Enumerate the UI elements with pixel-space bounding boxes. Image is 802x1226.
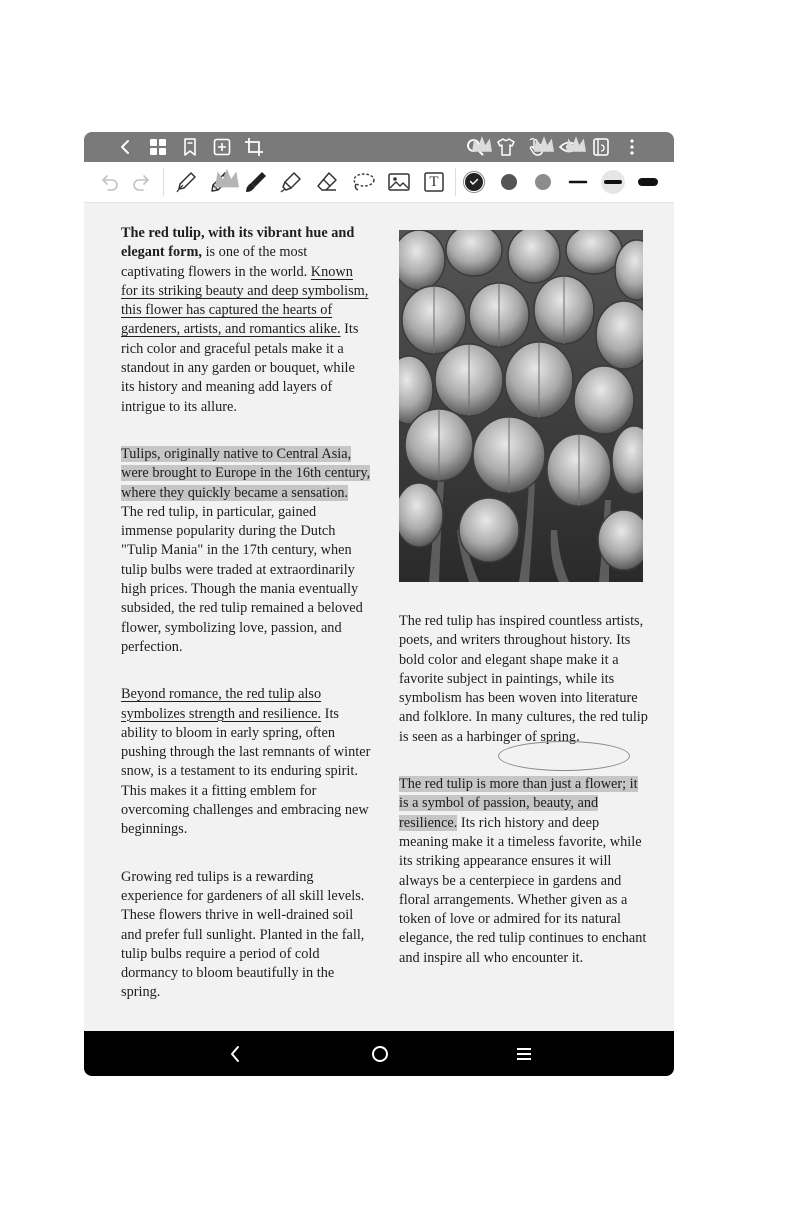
text-box-icon[interactable] <box>422 170 446 194</box>
search-icon[interactable] <box>465 137 485 157</box>
stroke-thin-button[interactable] <box>566 170 590 194</box>
back-icon[interactable] <box>224 1042 248 1066</box>
tablet-screen <box>84 132 674 1076</box>
menu-icon[interactable] <box>512 1042 536 1066</box>
intro-text: is one of the most captivating flowers in the world. <box>121 244 311 280</box>
redo-icon[interactable] <box>129 170 153 194</box>
toolbar-divider <box>455 168 456 196</box>
color-swatch-medium[interactable] <box>497 170 521 194</box>
left-column <box>121 224 371 1003</box>
history-text: The red tulip, in particular, gained immense popularity during the Dutch "Tulip Mania" in the 17th century, when tulip bulbs were traded at extraordinarily high prices. Though the mania eventually subsided, the red tulip remained a beloved flower, symbolizing love, passion, and perfection. <box>121 503 363 655</box>
highlight-annotation[interactable]: The red tulip is more than just a flower; it is a symbol of passion, beauty, and resilience. <box>399 776 638 831</box>
stroke-thick-button[interactable] <box>636 170 660 194</box>
eraser-icon[interactable] <box>315 170 339 194</box>
crown-icon <box>215 166 239 190</box>
underlined-annotation[interactable]: Known for its striking beauty and deep symbolism, this flower has captured the hearts of gardeners, artists, and romantics alike. <box>121 263 369 338</box>
grid-icon[interactable] <box>148 137 168 157</box>
conclusion-text: Its rich history and deep meaning make it a timeless favorite, while its striking appearance ensures it will always be a centerpiece in gardens and floral arrangements. Whether given as a token of love or admired for its natural elegance, the red tulip continues to enchant and inspire all who encounter it. <box>399 814 647 966</box>
eye-icon[interactable] <box>559 137 579 157</box>
system-nav-bar <box>84 1031 674 1076</box>
toolbar-divider <box>163 168 164 196</box>
bookmark-icon[interactable] <box>180 137 200 157</box>
paragraph-growing <box>121 868 371 1003</box>
top-bar <box>84 132 674 162</box>
tulip-photo[interactable] <box>399 230 643 582</box>
pencil-icon[interactable] <box>209 170 233 194</box>
image-icon[interactable] <box>387 170 411 194</box>
home-icon[interactable] <box>368 1042 392 1066</box>
resilience-text: Its ability to bloom in early spring, often pushing through the last remnants of winter snow, is a testament to its enduring spirit. This makes it a fitting emblem for overcoming challenges and embracing new beginnings. <box>121 705 371 838</box>
hand-touch-icon[interactable] <box>527 137 547 157</box>
paragraph-history <box>121 445 371 657</box>
crown-icon <box>534 134 554 154</box>
stroke-medium-button[interactable] <box>601 170 625 194</box>
fountain-pen-icon[interactable] <box>174 170 198 194</box>
circle-annotation-mark[interactable] <box>498 741 630 771</box>
circled-annotation[interactable]: harbinger of spring. <box>466 728 580 745</box>
highlight-annotation[interactable]: Tulips, originally native to Central Asia, were brought to Europe in the 16th century, where they quickly became a sensation. <box>121 445 371 501</box>
add-page-icon[interactable] <box>212 137 232 157</box>
crop-icon[interactable] <box>244 137 264 157</box>
more-icon[interactable] <box>622 137 642 157</box>
lasso-icon[interactable] <box>351 170 375 194</box>
color-swatch-light[interactable] <box>531 170 555 194</box>
highlighter-icon[interactable] <box>279 170 303 194</box>
brush-pen-icon[interactable] <box>244 170 268 194</box>
intro-text-continued: Its rich color and graceful petals make it a standout in any garden or bouquet, while its history and meaning add layers of intrigue to its allure. <box>121 321 359 415</box>
paragraph-resilience <box>121 685 371 839</box>
paragraph-intro <box>121 224 371 417</box>
paragraph-inspiration <box>399 612 649 747</box>
color-swatch-dark-selected[interactable] <box>462 170 486 194</box>
paragraph-conclusion <box>399 775 649 968</box>
back-icon[interactable] <box>116 137 136 157</box>
undo-icon[interactable] <box>98 170 122 194</box>
text-tool-glyph: T <box>429 174 439 190</box>
crown-icon <box>566 134 586 154</box>
right-column <box>399 612 649 968</box>
intro-bold-text: The red tulip, with its vibrant hue and elegant form, <box>121 225 355 261</box>
document-page[interactable] <box>84 203 674 1031</box>
drawing-toolbar <box>84 162 674 203</box>
shirt-icon[interactable] <box>496 137 516 157</box>
growing-text: Growing red tulips is a rewarding experience for gardeners of all skill levels. These flowers thrive in well-drained soil and prefer full sunlight. Planted in the fall, tulip bulbs require a period of cold dormancy to bloom beautifully in the spring. <box>121 868 365 1001</box>
inspiration-text: The red tulip has inspired countless artists, poets, and writers throughout history. Its bold color and elegant shape make it a favorite subject in paintings, while its symbolism has been woven into literature and folklore. In many cultures, the red tulip is seen as a <box>399 613 648 745</box>
notebook-icon[interactable] <box>591 137 611 157</box>
underlined-annotation[interactable]: Beyond romance, the red tulip also symbolizes strength and resilience. <box>121 686 322 722</box>
crown-icon <box>472 134 492 154</box>
